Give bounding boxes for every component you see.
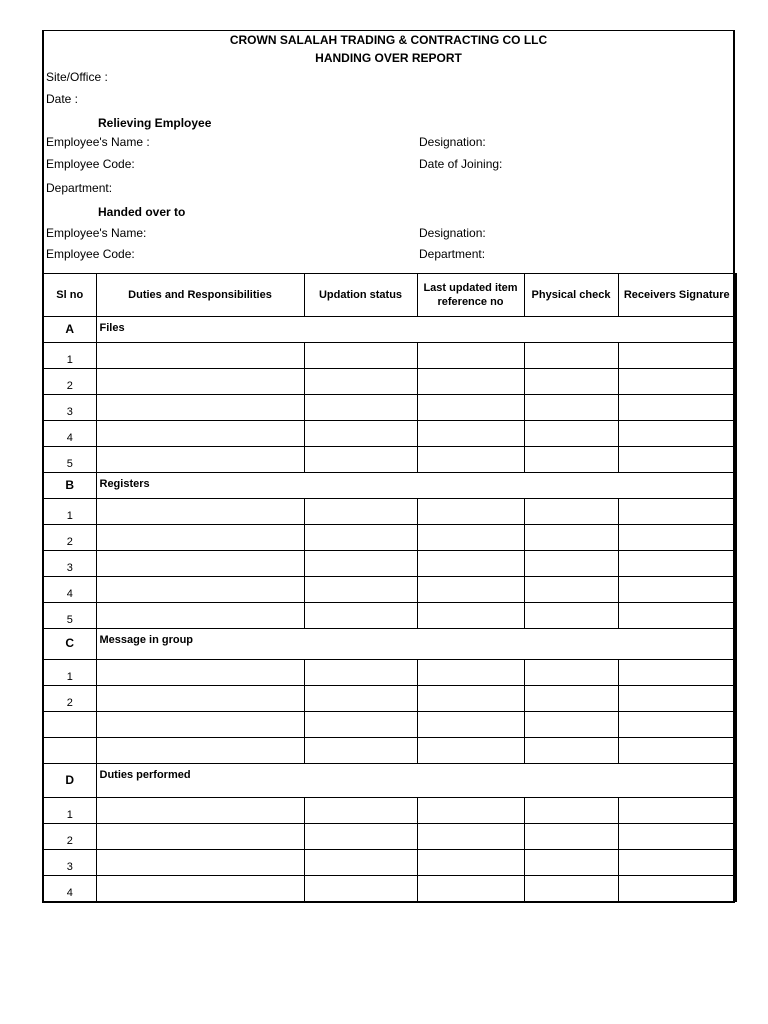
- signature-cell[interactable]: [618, 499, 736, 525]
- last-ref-cell[interactable]: [417, 824, 524, 850]
- table-row: [43, 712, 736, 738]
- duties-cell[interactable]: [96, 343, 304, 369]
- last-ref-cell[interactable]: [417, 603, 524, 629]
- physical-check-cell[interactable]: [524, 850, 618, 876]
- duties-cell[interactable]: [96, 369, 304, 395]
- table-row: [43, 660, 736, 686]
- status-cell[interactable]: [304, 876, 417, 902]
- row-sl-number: 5: [43, 603, 96, 629]
- table-row: [43, 369, 736, 395]
- duties-cell[interactable]: [96, 577, 304, 603]
- signature-cell[interactable]: [618, 447, 736, 473]
- col-header-last-ref-line2: reference no: [437, 296, 504, 308]
- physical-check-cell[interactable]: [524, 421, 618, 447]
- section-title: Message in group: [96, 629, 736, 660]
- last-ref-cell[interactable]: [417, 525, 524, 551]
- col-header-signature: Receivers Signature: [618, 274, 736, 317]
- table-row: [43, 343, 736, 369]
- signature-cell[interactable]: [618, 525, 736, 551]
- site-office-label: Site/Office :: [46, 70, 108, 84]
- row-sl-number: 2: [43, 525, 96, 551]
- row-sl-number: 4: [43, 577, 96, 603]
- row-sl-number: 5: [43, 447, 96, 473]
- physical-check-cell[interactable]: [524, 660, 618, 686]
- section-row: [43, 317, 736, 343]
- status-cell[interactable]: [304, 525, 417, 551]
- section-row: [43, 473, 736, 499]
- relieving-name-label: Employee's Name :: [46, 135, 150, 149]
- duties-cell[interactable]: [96, 447, 304, 473]
- table-row: [43, 738, 736, 764]
- duties-cell[interactable]: [96, 603, 304, 629]
- section-code: D: [43, 764, 96, 798]
- signature-cell[interactable]: [618, 850, 736, 876]
- last-ref-cell[interactable]: [417, 447, 524, 473]
- section-code: C: [43, 629, 96, 660]
- last-ref-cell[interactable]: [417, 712, 524, 738]
- table-row: [43, 603, 736, 629]
- duties-cell[interactable]: [96, 850, 304, 876]
- section-title: Files: [96, 317, 736, 343]
- section-title: Duties performed: [96, 764, 736, 798]
- last-ref-cell[interactable]: [417, 551, 524, 577]
- duties-cell[interactable]: [96, 499, 304, 525]
- col-header-physical: Physical check: [524, 274, 618, 317]
- status-cell[interactable]: [304, 421, 417, 447]
- col-header-sl: Sl no: [43, 274, 96, 317]
- duties-cell[interactable]: [96, 712, 304, 738]
- signature-cell[interactable]: [618, 577, 736, 603]
- row-sl-number: [43, 738, 96, 764]
- status-cell[interactable]: [304, 551, 417, 577]
- table-row: [43, 395, 736, 421]
- status-cell[interactable]: [304, 686, 417, 712]
- status-cell[interactable]: [304, 738, 417, 764]
- signature-cell[interactable]: [618, 686, 736, 712]
- physical-check-cell[interactable]: [524, 686, 618, 712]
- last-ref-cell[interactable]: [417, 499, 524, 525]
- col-header-last-ref-line1: Last updated item: [423, 282, 518, 294]
- duties-cell[interactable]: [96, 876, 304, 902]
- last-ref-cell[interactable]: [417, 395, 524, 421]
- duties-cell[interactable]: [96, 824, 304, 850]
- status-cell[interactable]: [304, 343, 417, 369]
- physical-check-cell[interactable]: [524, 577, 618, 603]
- row-sl-number: 3: [43, 551, 96, 577]
- physical-check-cell[interactable]: [524, 395, 618, 421]
- duties-cell[interactable]: [96, 551, 304, 577]
- table-row: [43, 577, 736, 603]
- relieving-joining-label: Date of Joining:: [419, 157, 503, 171]
- row-sl-number: 1: [43, 343, 96, 369]
- handed-over-heading: Handed over to: [98, 205, 186, 219]
- last-ref-cell[interactable]: [417, 343, 524, 369]
- col-header-duties: Duties and Responsibilities: [96, 274, 304, 317]
- table-row: [43, 447, 736, 473]
- handed-department-label: Department:: [419, 247, 486, 261]
- status-cell[interactable]: [304, 712, 417, 738]
- section-row: [43, 764, 736, 798]
- row-sl-number: 3: [43, 850, 96, 876]
- report-title: HANDING OVER REPORT: [315, 51, 462, 65]
- status-cell[interactable]: [304, 660, 417, 686]
- relieving-employee-heading: Relieving Employee: [98, 116, 212, 130]
- last-ref-cell[interactable]: [417, 850, 524, 876]
- signature-cell[interactable]: [618, 421, 736, 447]
- last-ref-cell[interactable]: [417, 421, 524, 447]
- date-label: Date :: [46, 92, 79, 106]
- status-cell[interactable]: [304, 447, 417, 473]
- table-header-row: [43, 274, 736, 317]
- row-sl-number: 3: [43, 395, 96, 421]
- table-row: [43, 551, 736, 577]
- table-row: [43, 499, 736, 525]
- signature-cell[interactable]: [618, 660, 736, 686]
- physical-check-cell[interactable]: [524, 551, 618, 577]
- section-title: Registers: [96, 473, 736, 499]
- physical-check-cell[interactable]: [524, 499, 618, 525]
- table-row: [43, 525, 736, 551]
- relieving-department-label: Department:: [46, 181, 113, 195]
- status-cell[interactable]: [304, 850, 417, 876]
- last-ref-cell[interactable]: [417, 876, 524, 902]
- status-cell[interactable]: [304, 798, 417, 824]
- last-ref-cell[interactable]: [417, 577, 524, 603]
- status-cell[interactable]: [304, 369, 417, 395]
- last-ref-cell[interactable]: [417, 738, 524, 764]
- physical-check-cell[interactable]: [524, 603, 618, 629]
- company-name: CROWN SALALAH TRADING & CONTRACTING CO LLC: [229, 33, 548, 47]
- physical-check-cell[interactable]: [524, 712, 618, 738]
- signature-cell[interactable]: [618, 395, 736, 421]
- table-row: [43, 850, 736, 876]
- table-row: [43, 824, 736, 850]
- duties-cell[interactable]: [96, 738, 304, 764]
- relieving-designation-label: Designation:: [419, 135, 486, 149]
- table-row: [43, 876, 736, 902]
- table-row: [43, 798, 736, 824]
- status-cell[interactable]: [304, 577, 417, 603]
- row-sl-number: 1: [43, 660, 96, 686]
- status-cell[interactable]: [304, 395, 417, 421]
- signature-cell[interactable]: [618, 369, 736, 395]
- row-sl-number: [43, 712, 96, 738]
- physical-check-cell[interactable]: [524, 343, 618, 369]
- col-header-last-ref: [417, 274, 524, 317]
- row-sl-number: 1: [43, 499, 96, 525]
- section-row: [43, 629, 736, 660]
- duties-cell[interactable]: [96, 660, 304, 686]
- table-row: [43, 686, 736, 712]
- duties-cell[interactable]: [96, 421, 304, 447]
- row-sl-number: 2: [43, 824, 96, 850]
- row-sl-number: 2: [43, 369, 96, 395]
- row-sl-number: 1: [43, 798, 96, 824]
- handed-designation-label: Designation:: [419, 226, 486, 240]
- relieving-code-label: Employee Code:: [46, 157, 135, 171]
- duties-cell[interactable]: [96, 798, 304, 824]
- physical-check-cell[interactable]: [524, 824, 618, 850]
- handed-name-label: Employee's Name:: [46, 226, 147, 240]
- duties-cell[interactable]: [96, 686, 304, 712]
- signature-cell[interactable]: [618, 738, 736, 764]
- duties-cell[interactable]: [96, 395, 304, 421]
- col-header-status: Updation status: [304, 274, 417, 317]
- last-ref-cell[interactable]: [417, 798, 524, 824]
- duties-cell[interactable]: [96, 525, 304, 551]
- physical-check-cell[interactable]: [524, 447, 618, 473]
- handed-code-label: Employee Code:: [46, 247, 135, 261]
- signature-cell[interactable]: [618, 343, 736, 369]
- signature-cell[interactable]: [618, 824, 736, 850]
- physical-check-cell[interactable]: [524, 369, 618, 395]
- section-code: B: [43, 473, 96, 499]
- status-cell[interactable]: [304, 824, 417, 850]
- physical-check-cell[interactable]: [524, 738, 618, 764]
- table-row: [43, 421, 736, 447]
- status-cell[interactable]: [304, 603, 417, 629]
- row-sl-number: 4: [43, 421, 96, 447]
- signature-cell[interactable]: [618, 603, 736, 629]
- row-sl-number: 2: [43, 686, 96, 712]
- last-ref-cell[interactable]: [417, 686, 524, 712]
- section-code: A: [43, 317, 96, 343]
- signature-cell[interactable]: [618, 551, 736, 577]
- physical-check-cell[interactable]: [524, 876, 618, 902]
- status-cell[interactable]: [304, 499, 417, 525]
- row-sl-number: 4: [43, 876, 96, 902]
- physical-check-cell[interactable]: [524, 798, 618, 824]
- signature-cell[interactable]: [618, 798, 736, 824]
- last-ref-cell[interactable]: [417, 369, 524, 395]
- signature-cell[interactable]: [618, 876, 736, 902]
- handover-table: [42, 273, 737, 902]
- physical-check-cell[interactable]: [524, 525, 618, 551]
- last-ref-cell[interactable]: [417, 660, 524, 686]
- signature-cell[interactable]: [618, 712, 736, 738]
